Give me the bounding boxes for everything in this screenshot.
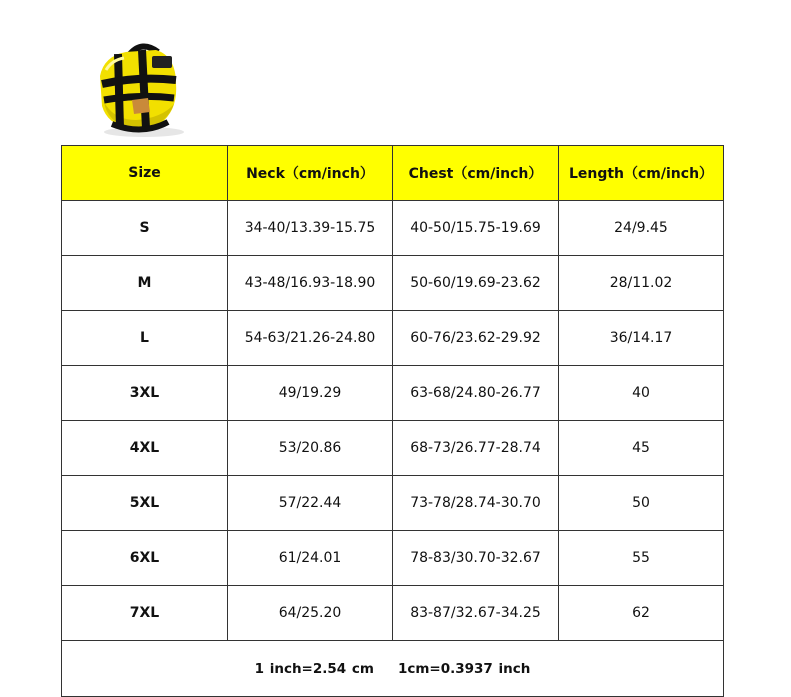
conversion-note: [62, 641, 724, 697]
table-row: [62, 366, 724, 421]
table-row: [62, 476, 724, 531]
length-cell: 40: [559, 366, 724, 421]
neck-cell: 61/24.01: [228, 531, 393, 586]
size-cell: 6XL: [62, 531, 228, 586]
table-row: [62, 201, 724, 256]
length-cell: 55: [559, 531, 724, 586]
size-cell: M: [62, 256, 228, 311]
size-chart-table: [61, 145, 724, 697]
table-row: [62, 421, 724, 476]
column-header-chest: Chest（cm/inch）: [393, 146, 559, 201]
neck-cell: 64/25.20: [228, 586, 393, 641]
size-cell: S: [62, 201, 228, 256]
conversion-footer-row: [62, 641, 724, 697]
neck-cell: 34-40/13.39-15.75: [228, 201, 393, 256]
length-cell: 50: [559, 476, 724, 531]
chest-cell: 78-83/30.70-32.67: [393, 531, 559, 586]
chest-cell: 68-73/26.77-28.74: [393, 421, 559, 476]
column-header-neck: Neck（cm/inch）: [228, 146, 393, 201]
length-cell: 28/11.02: [559, 256, 724, 311]
chest-cell: 40-50/15.75-19.69: [393, 201, 559, 256]
cm-to-inch-note: 1cm=0.3937 inch: [397, 660, 531, 677]
neck-cell: 49/19.29: [228, 366, 393, 421]
length-cell: 24/9.45: [559, 201, 724, 256]
table-row: [62, 531, 724, 586]
size-cell: L: [62, 311, 228, 366]
chest-cell: 83-87/32.67-34.25: [393, 586, 559, 641]
size-cell: 4XL: [62, 421, 228, 476]
length-cell: 62: [559, 586, 724, 641]
length-cell: 45: [559, 421, 724, 476]
table-header-row: [62, 146, 724, 201]
size-cell: 5XL: [62, 476, 228, 531]
neck-cell: 53/20.86: [228, 421, 393, 476]
neck-cell: 54-63/21.26-24.80: [228, 311, 393, 366]
inch-to-cm-note: 1 inch=2.54 cm: [254, 660, 374, 677]
chest-cell: 60-76/23.62-29.92: [393, 311, 559, 366]
chest-cell: 73-78/28.74-30.70: [393, 476, 559, 531]
dog-life-jacket-icon: [92, 40, 188, 140]
column-header-size: Size: [62, 146, 228, 201]
column-header-length: Length（cm/inch）: [559, 146, 724, 201]
length-cell: 36/14.17: [559, 311, 724, 366]
size-cell: 7XL: [62, 586, 228, 641]
table-row: [62, 586, 724, 641]
table-row: [62, 256, 724, 311]
neck-cell: 57/22.44: [228, 476, 393, 531]
size-cell: 3XL: [62, 366, 228, 421]
chest-cell: 50-60/19.69-23.62: [393, 256, 559, 311]
chest-cell: 63-68/24.80-26.77: [393, 366, 559, 421]
neck-cell: 43-48/16.93-18.90: [228, 256, 393, 311]
table-row: [62, 311, 724, 366]
